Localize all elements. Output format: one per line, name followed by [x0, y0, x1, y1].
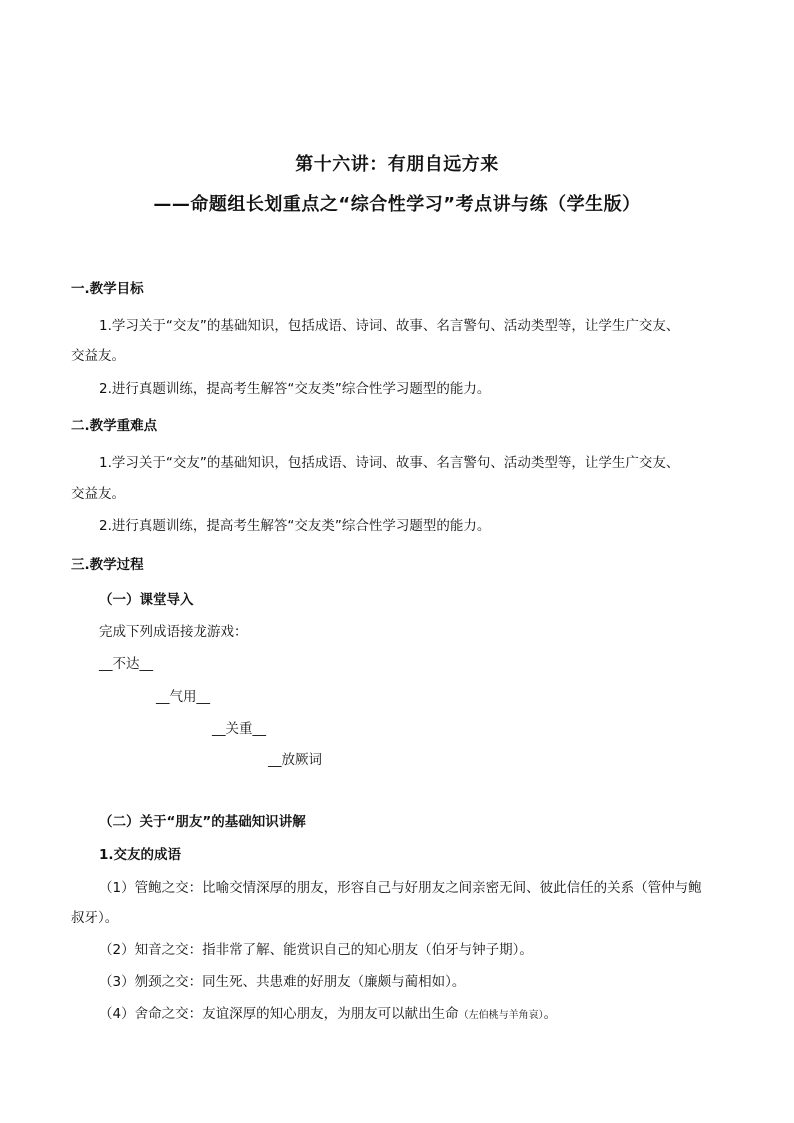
section-3-heading: 三.教学过程 [71, 557, 144, 573]
subsection-classroom-intro: （一）课堂导入 [99, 592, 194, 608]
section-2-heading: 二.教学重难点 [71, 418, 158, 434]
idiom-4-small-note: （左伯桃与羊角哀） [458, 1010, 544, 1021]
idiom-3: （3）刎颈之交：同生死、共患难的好朋友（廉颇与蔺相如）。 [99, 974, 466, 990]
idiom-chain-2: __气用__ [156, 689, 210, 705]
idiom-1-line-1: （1）管鲍之交：比喻交情深厚的朋友，形容自己与好朋友之间亲密无间、彼此信任的关系（管仲与鲍 [99, 880, 702, 896]
lecture-subtitle: ——命题组长划重点之“综合性学习”考点讲与练（学生版） [153, 194, 641, 215]
section-2-item-1-line-2: 交益友。 [71, 486, 125, 502]
section-1-item-2: 2.进行真题训练，提高考生解答“交友类”综合性学习题型的能力。 [99, 381, 491, 397]
idiom-4-end: 。 [543, 1006, 558, 1022]
section-1-item-1-line-1: 1.学习关于“交友”的基础知识，包括成语、诗词、故事、名言警句、活动类型等，让学生广交友、 [99, 318, 680, 334]
section-1-item-1-line-2: 交益友。 [71, 348, 125, 364]
section-2-item-1-line-1: 1.学习关于“交友”的基础知识，包括成语、诗词、故事、名言警句、活动类型等，让学生广交友、 [99, 455, 680, 471]
friendship-idioms-heading: 1.交友的成语 [99, 847, 182, 863]
idiom-4-main: （4）舍命之交：友谊深厚的知心朋友，为朋友可以献出生命 [99, 1006, 459, 1022]
subsection-friend-knowledge: （二）关于“朋友”的基础知识讲解 [99, 814, 306, 830]
idiom-chain-1: __不达__ [99, 656, 153, 672]
section-2-item-2: 2.进行真题训练，提高考生解答“交友类”综合性学习题型的能力。 [99, 518, 491, 534]
lecture-title: 第十六讲：有朋自远方来 [295, 154, 499, 175]
idiom-4 [99, 1004, 557, 1026]
section-1-heading: 一.教学目标 [71, 281, 144, 297]
idiom-2: （2）知音之交：指非常了解、能赏识自己的知心朋友（伯牙与钟子期）。 [99, 942, 533, 958]
idiom-chain-4: __放厥词 [268, 752, 322, 768]
idiom-chain-3: __关重__ [212, 721, 266, 737]
idiom-1-line-2: 叔牙）。 [71, 910, 119, 926]
idiom-game-instruction: 完成下列成语接龙游戏： [99, 624, 248, 640]
